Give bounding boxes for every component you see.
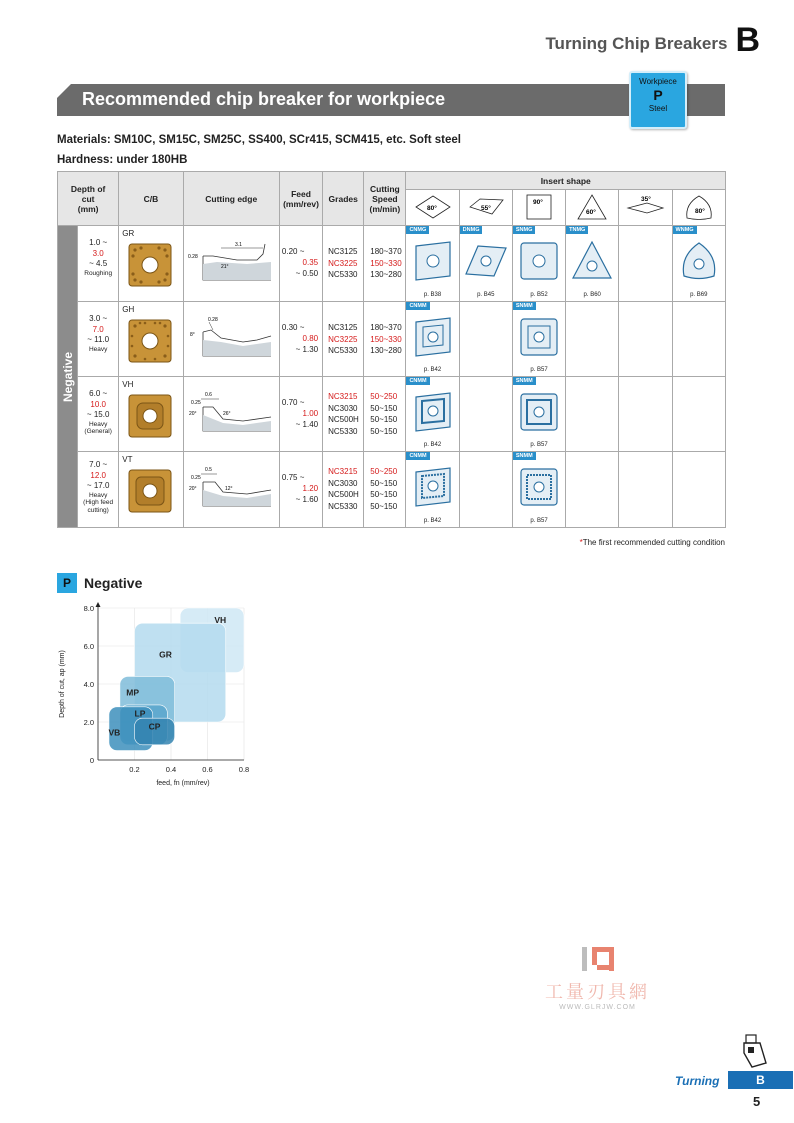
region-label: VH bbox=[214, 615, 227, 626]
region-label: GR bbox=[159, 649, 172, 660]
insert-vt-icon bbox=[125, 466, 175, 516]
cutting-edge-header: Cutting edge bbox=[183, 172, 279, 226]
insert-wnmg-icon bbox=[676, 238, 722, 284]
svg-text:90°: 90° bbox=[533, 198, 543, 206]
cb-name: GR bbox=[122, 229, 135, 238]
region-label: VB bbox=[108, 727, 121, 738]
x-axis-label: feed, fn (mm/rev) bbox=[156, 780, 210, 787]
cutting-edge-cell bbox=[183, 377, 279, 452]
depth-of-cut-cell: 1.0 ~ 3.0 ~ 4.5 Roughing bbox=[78, 226, 119, 302]
cutting-edge-cell bbox=[183, 302, 279, 377]
table-row bbox=[58, 377, 726, 452]
insert-empty-cell bbox=[459, 452, 512, 528]
insert-cnmm-cell: CNMM p. B42 bbox=[406, 452, 459, 528]
grades-cell: NC3215 NC3030 NC500H NC5330 bbox=[323, 377, 364, 452]
grades-header: Grades bbox=[323, 172, 364, 226]
insert-empty-cell bbox=[459, 377, 512, 452]
insert-snmm-icon bbox=[516, 464, 562, 510]
cb-cell bbox=[119, 226, 183, 302]
region-label: CP bbox=[148, 721, 161, 732]
insert-gh-icon bbox=[125, 316, 175, 366]
insert-tnmg-icon bbox=[569, 238, 615, 284]
materials-line: Materials: SM10C, SM15C, SM25C, SS400, SCr415, SCM415, etc. Soft steel bbox=[57, 134, 461, 146]
cb-cell bbox=[119, 377, 183, 452]
svg-text:26°: 26° bbox=[223, 411, 231, 417]
cb-header: C/B bbox=[119, 172, 183, 226]
insert-empty-cell bbox=[672, 377, 725, 452]
y-tick-label: 0 bbox=[89, 756, 94, 765]
svg-text:55°: 55° bbox=[480, 204, 491, 212]
feed-cell: 0.30 ~ 0.80 ~ 1.30 bbox=[279, 302, 322, 377]
x-tick-label: 0.6 bbox=[202, 765, 213, 774]
edge-profile-vh-icon bbox=[187, 385, 275, 441]
watermark-url: WWW.GLRJW.COM bbox=[559, 1004, 636, 1011]
insert-snmm-icon bbox=[516, 314, 562, 360]
materials-block bbox=[57, 130, 461, 170]
x-tick-label: 0.2 bbox=[129, 765, 140, 774]
watermark-name: 工量刃具網 bbox=[545, 982, 650, 1003]
page-number: 5 bbox=[753, 1094, 761, 1109]
edge-profile-gr-icon bbox=[187, 234, 275, 292]
depth-of-cut-cell: 3.0 ~ 7.0 ~ 11.0 Heavy bbox=[78, 302, 119, 377]
region-label: LP bbox=[134, 708, 146, 719]
insert-empty-cell bbox=[619, 302, 672, 377]
banner-title: Recommended chip breaker for workpiece bbox=[82, 89, 446, 109]
workpiece-code: P bbox=[653, 87, 663, 103]
insert-snmg-icon bbox=[516, 238, 562, 284]
insert-empty-cell bbox=[672, 452, 725, 528]
shape-80-trigon bbox=[672, 190, 725, 226]
depth-of-cut-cell: 6.0 ~ 10.0 ~ 15.0 Heavy (General) bbox=[78, 377, 119, 452]
negative-title: Negative bbox=[84, 575, 143, 591]
section-letter: B bbox=[735, 21, 760, 59]
insert-cnmm-icon bbox=[410, 389, 456, 435]
insert-empty-cell bbox=[566, 302, 619, 377]
svg-text:0.6: 0.6 bbox=[205, 392, 213, 398]
recommendation-note: *The first recommended cutting condition bbox=[579, 538, 725, 547]
grades-cell: NC3125 NC3225 NC5330 bbox=[323, 302, 364, 377]
shape-80-rhombic bbox=[406, 190, 459, 226]
watermark-logo bbox=[530, 945, 665, 978]
svg-text:0.28: 0.28 bbox=[188, 254, 198, 260]
svg-text:8°: 8° bbox=[190, 332, 195, 338]
insert-snmm-icon bbox=[516, 389, 562, 435]
chip-breaker-chart bbox=[54, 600, 254, 795]
insert-snmg-cell: SNMG p. B52 bbox=[512, 226, 565, 302]
insert-empty-cell bbox=[619, 226, 672, 302]
watermark-logo-icon bbox=[578, 945, 618, 973]
insert-wnmg-cell: WNMG p. B69 bbox=[672, 226, 725, 302]
speed-cell: 180~370 150~330 130~280 bbox=[364, 226, 406, 302]
trigon-80-icon bbox=[679, 192, 719, 222]
insert-cnmm-cell: CNMM p. B42 bbox=[406, 377, 459, 452]
insert-cnmg-cell: CNMG p. B38 bbox=[406, 226, 459, 302]
square-90-icon bbox=[519, 192, 559, 222]
hardness-line: Hardness: under 180HB bbox=[57, 154, 188, 166]
feed-cell: 0.70 ~ 1.00 ~ 1.40 bbox=[279, 377, 322, 452]
rhombus-35-icon bbox=[625, 192, 665, 222]
edge-profile-gh-icon bbox=[187, 310, 275, 366]
cb-name: GH bbox=[122, 305, 135, 314]
insert-empty-cell bbox=[672, 302, 725, 377]
p-icon: P bbox=[57, 573, 77, 593]
edge-profile-vt-icon bbox=[187, 460, 275, 516]
triangle-60-icon bbox=[572, 192, 612, 222]
grades-cell: NC3215 NC3030 NC500H NC5330 bbox=[323, 452, 364, 528]
y-tick-label: 8.0 bbox=[83, 604, 94, 613]
insert-gr-icon bbox=[125, 240, 175, 290]
insert-empty-cell bbox=[566, 452, 619, 528]
feed-header: Feed (mm/rev) bbox=[279, 172, 322, 226]
insert-tnmg-cell: TNMG p. B60 bbox=[566, 226, 619, 302]
chip-breaker-table bbox=[57, 171, 726, 528]
svg-text:0.25: 0.25 bbox=[191, 400, 201, 406]
y-axis-label: Depth of cut, ap (mm) bbox=[59, 650, 66, 718]
shape-60-triangle bbox=[566, 190, 619, 226]
svg-text:20°: 20° bbox=[189, 486, 197, 492]
y-axis-arrow bbox=[96, 602, 101, 607]
insert-vh-icon bbox=[125, 391, 175, 441]
speed-cell: 180~370 150~330 130~280 bbox=[364, 302, 406, 377]
feed-cell: 0.20 ~ 0.35 ~ 0.50 bbox=[279, 226, 322, 302]
insert-cnmm-icon bbox=[410, 464, 456, 510]
cb-name: VH bbox=[122, 380, 134, 389]
shape-90-square bbox=[512, 190, 565, 226]
insert-empty-cell bbox=[459, 302, 512, 377]
svg-text:12°: 12° bbox=[225, 486, 233, 492]
cutting-edge-cell bbox=[183, 226, 279, 302]
insert-dnmg-cell: DNMG p. B45 bbox=[459, 226, 512, 302]
svg-text:21°: 21° bbox=[221, 264, 229, 270]
shape-55-rhombic bbox=[459, 190, 512, 226]
cutting-edge-cell bbox=[183, 452, 279, 528]
insert-empty-cell bbox=[619, 452, 672, 528]
svg-text:80°: 80° bbox=[426, 204, 437, 212]
svg-text:80°: 80° bbox=[694, 207, 705, 215]
insert-snmm-cell: SNMM p. B57 bbox=[512, 452, 565, 528]
y-tick-label: 6.0 bbox=[83, 642, 94, 651]
section-header bbox=[545, 21, 760, 59]
workpiece-badge bbox=[629, 71, 687, 129]
rhombus-80-icon bbox=[413, 192, 453, 222]
insert-cnmm-cell: CNMM p. B42 bbox=[406, 302, 459, 377]
x-tick-label: 0.4 bbox=[165, 765, 177, 774]
region-label: MP bbox=[126, 687, 140, 698]
section-title: Turning Chip Breakers bbox=[545, 34, 728, 53]
insert-dnmg-icon bbox=[462, 238, 510, 284]
depth-of-cut-header: Depth of cut (mm) bbox=[58, 172, 119, 226]
y-tick-label: 4.0 bbox=[83, 680, 94, 689]
negative-section-header bbox=[57, 573, 142, 593]
insert-cnmm-icon bbox=[410, 314, 456, 360]
svg-text:3.1: 3.1 bbox=[235, 242, 243, 248]
insert-empty-cell bbox=[619, 377, 672, 452]
feed-cell: 0.75 ~ 1.20 ~ 1.60 bbox=[279, 452, 322, 528]
svg-text:20°: 20° bbox=[189, 411, 197, 417]
table-row bbox=[58, 302, 726, 377]
table-row bbox=[58, 452, 726, 528]
insert-snmm-cell: SNMM p. B57 bbox=[512, 377, 565, 452]
svg-text:35°: 35° bbox=[641, 195, 652, 203]
cb-cell bbox=[119, 302, 183, 377]
turning-tool-icon bbox=[740, 1033, 770, 1069]
table-row bbox=[58, 226, 726, 302]
depth-of-cut-cell: 7.0 ~ 12.0 ~ 17.0 Heavy (High feed cutting) bbox=[78, 452, 119, 528]
x-tick-label: 0.8 bbox=[238, 765, 250, 774]
cb-name: VT bbox=[122, 455, 133, 464]
svg-text:0.25: 0.25 bbox=[191, 475, 201, 481]
cb-cell bbox=[119, 452, 183, 528]
insert-cnmg-icon bbox=[410, 238, 456, 284]
speed-cell: 50~250 50~150 50~150 50~150 bbox=[364, 377, 406, 452]
cutting-speed-header: Cutting Speed (m/min) bbox=[364, 172, 406, 226]
svg-text:0.28: 0.28 bbox=[208, 317, 218, 323]
speed-cell: 50~250 50~150 50~150 50~150 bbox=[364, 452, 406, 528]
insert-shape-header: Insert shape bbox=[406, 172, 726, 190]
negative-group-label: Negative bbox=[58, 226, 78, 528]
grades-cell: NC3125 NC3225 NC5330 bbox=[323, 226, 364, 302]
shape-35-rhombic bbox=[619, 190, 672, 226]
insert-empty-cell bbox=[566, 377, 619, 452]
y-tick-label: 2.0 bbox=[83, 718, 94, 727]
footer-section-tab[interactable]: B bbox=[728, 1071, 793, 1089]
rhombus-55-icon bbox=[466, 192, 506, 222]
watermark bbox=[530, 945, 665, 1011]
insert-snmm-cell: SNMM p. B57 bbox=[512, 302, 565, 377]
svg-text:0.5: 0.5 bbox=[205, 467, 213, 473]
svg-text:60°: 60° bbox=[586, 208, 597, 216]
footer-turning-label: Turning bbox=[675, 1074, 720, 1088]
workpiece-material: Steel bbox=[648, 104, 668, 113]
workpiece-label: Workpiece bbox=[639, 77, 677, 86]
